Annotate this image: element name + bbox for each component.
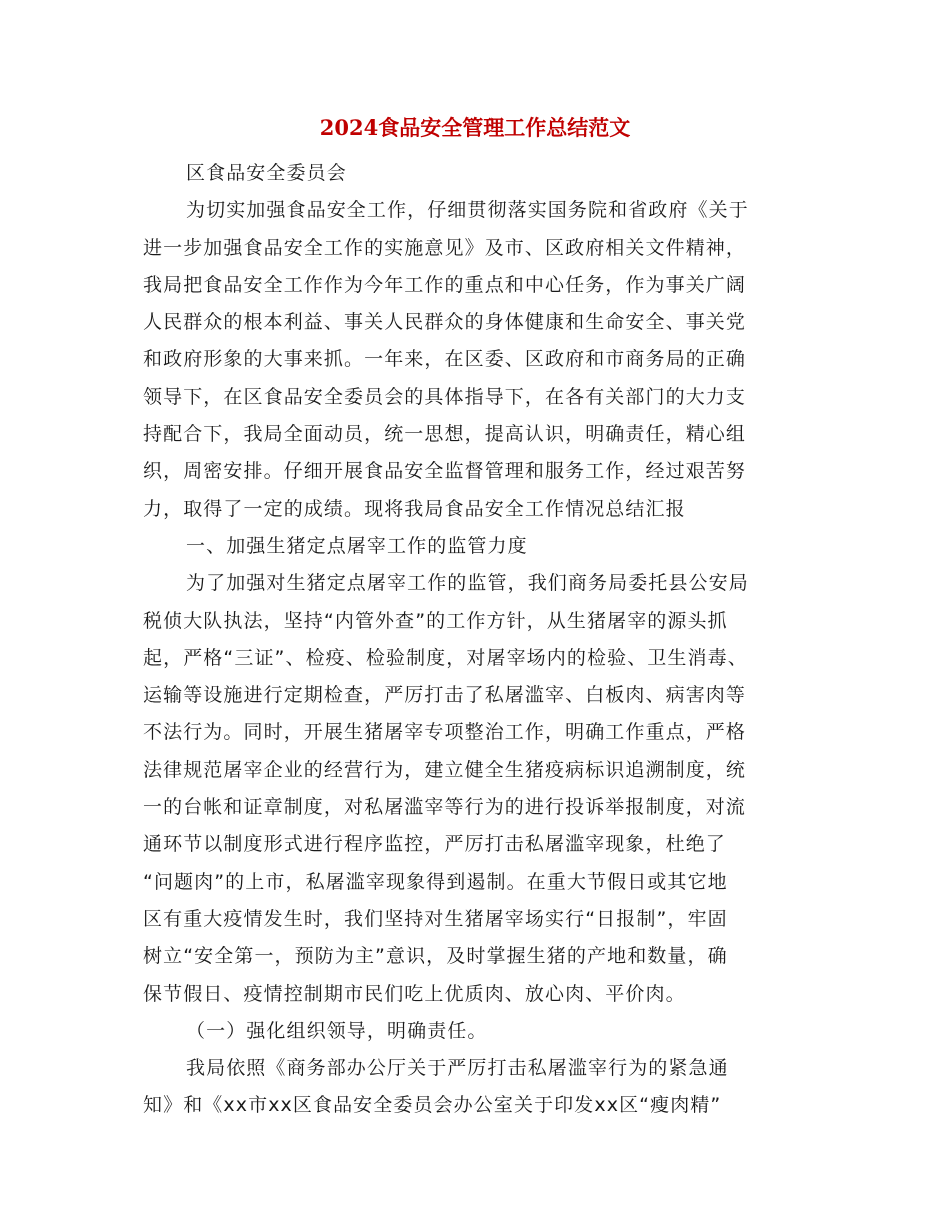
text-line: 和政府形象的大事来抓。一年来，在区委、区政府和市商务局的正确 [143, 348, 747, 371]
text-line: 织，周密安排。仔细开展食品安全监督管理和服务工作，经过艰苦努 [143, 460, 747, 483]
text-line: 区食品安全委员会 [186, 162, 347, 184]
text-line: 不法行为。同时，开展生猪屠宰专项整治工作，明确工作重点，严格 [143, 721, 747, 744]
text-line: 人民群众的根本利益、事关人民群众的身体健康和生命安全、事关党 [143, 311, 747, 334]
text-line: 持配合下，我局全面动员，统一思想，提高认识，明确责任，精心组 [143, 423, 747, 446]
document-body [143, 155, 808, 1125]
text-line: 一、加强生猪定点屠宰工作的监管力度 [186, 534, 528, 557]
text-line: “问题肉”的上市，私屠滥宰现象得到遏制。在重大节假日或其它地 [143, 870, 728, 893]
text-line: 保节假日、疫情控制期市民们吃上优质肉、放心肉、平价肉。 [143, 982, 686, 1005]
text-line: 起，严格“三证”、检疫、检验制度，对屠宰场内的检验、卫生消毒、 [143, 646, 748, 669]
text-line: 为切实加强食品安全工作，仔细贯彻落实国务院和省政府《关于 [186, 199, 749, 222]
text-line: 区有重大疫情发生时，我们坚持对生猪屠宰场实行“日报制”，牢固 [143, 907, 728, 930]
text-line: （一）强化组织领导，明确责任。 [186, 1019, 488, 1042]
text-line: 运输等设施进行定期检查，严厉打击了私屠滥宰、白板肉、病害肉等 [143, 684, 747, 707]
text-line: 税侦大队执法，坚持“内管外查”的工作方针，从生猪屠宰的源头抓 [143, 609, 728, 632]
text-line: 通环节以制度形式进行程序监控，严厉打击私屠滥宰现象，杜绝了 [143, 833, 726, 856]
text-line: 领导下，在区食品安全委员会的具体指导下，在各有关部门的大力支 [143, 385, 747, 408]
document-title: 2024食品安全管理工作总结范文 [319, 115, 631, 140]
text-line: 为了加强对生猪定点屠宰工作的监管，我们商务局委托县公安局 [186, 572, 749, 595]
text-line: 一的台帐和证章制度，对私屠滥宰等行为的进行投诉举报制度，对流 [143, 796, 747, 819]
text-line: 知》和《xx市xx区食品安全委员会办公室关于印发xx区“瘦肉精” [143, 1094, 722, 1117]
text-line: 我局依照《商务部办公厅关于严厉打击私屠滥宰行为的紧急通 [186, 1057, 729, 1080]
text-line: 树立“安全第一，预防为主”意识，及时掌握生猪的产地和数量，确 [143, 945, 728, 968]
text-line: 进一步加强食品安全工作的实施意见》及市、区政府相关文件精神， [143, 236, 747, 259]
text-line: 我局把食品安全工作作为今年工作的重点和中心任务，作为事关广阔 [143, 273, 747, 296]
text-line: 力，取得了一定的成绩。现将我局食品安全工作情况总结汇报 [143, 497, 686, 520]
text-line: 法律规范屠宰企业的经营行为，建立健全生猪疫病标识追溯制度，统 [143, 758, 747, 781]
